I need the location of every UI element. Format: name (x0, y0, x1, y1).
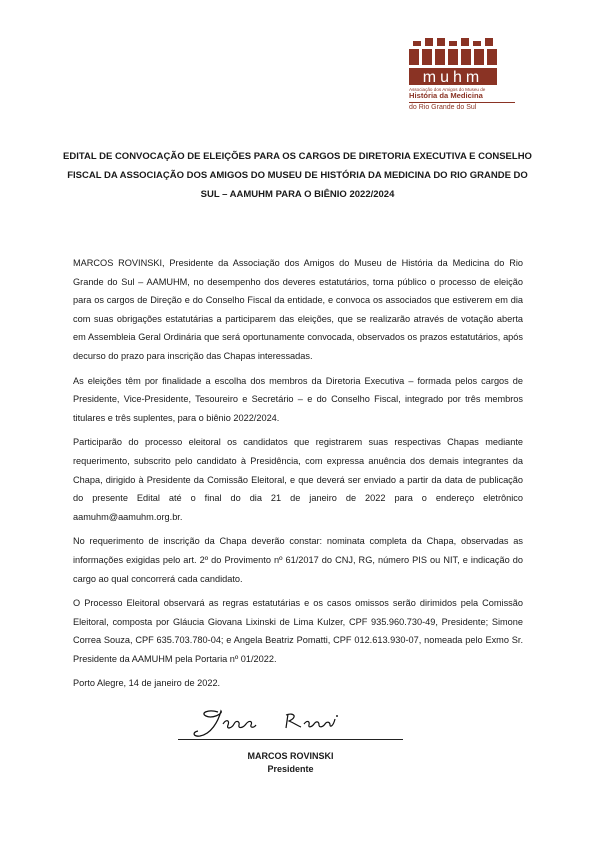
signature-line (178, 739, 403, 740)
document-body (73, 254, 523, 699)
paragraph-commission: O Processo Eleitoral observará as regras estatutárias e os casos omissos serão dirimidos pela Comissão Eleitoral, composta por Gláucia Giovana Lixinski de Lima Kulzer, CPF 935.960.730-49, Presidente; Simone Correa Souza, CPF 635.703.780-04; e Angela Beatriz Pomatti, CPF 012.613.930-07, nomeada pelo Exmo Sr. Presidente da AAMUHM pela Portaria nº 01/2022. (73, 598, 523, 664)
paragraph-registration: Participarão do processo eleitoral os candidatos que registrarem suas respectivas Chapas mediante requerimento, subscrito pelo candidato à Presidência, com expressa anuência dos demais integrantes da Chapa, dirigido à Presidente da Comissão Eleitoral, e que deverá ser enviado a partir da data de publicação do presente Edital até o final do dia 21 de janeiro de 2022 para o endereço eletrônico aamuhm@aamuhm.org.br. (73, 437, 523, 522)
document-title: EDITAL DE CONVOCAÇÃO DE ELEIÇÕES PARA OS CARGOS DE DIRETORIA EXECUTIVA E CONSELHO FISCAL DA ASSOCIAÇÃO DOS AMIGOS DO MUSEU DE HISTÓRIA DA MEDICINA DO RIO GRANDE DO SUL – AAMUHM PARA O BIÊNIO 2022/2024 (63, 151, 532, 200)
logo-line-association: Associação dos Amigos do Museu de (409, 87, 486, 92)
museum-columns-icon (405, 38, 505, 86)
paragraph-requirements: No requerimento de inscrição da Chapa deverão constar: nominata completa da Chapa, observadas as informações exigidas pelo art. 2º do Provimento nº 61/2017 do CNJ, RG, número PIS ou NIT, e indicação do cargo ao qual concorrerá cada candidato. (73, 536, 523, 584)
association-logo (405, 38, 515, 111)
paragraph-purpose: As eleições têm por finalidade a escolha dos membros da Diretoria Executiva – formada pelos cargos de Presidente, Vice-Presidente, Tesoureiro e Secretário – e do Conselho Fiscal, integrado por três membros titulares e três suplentes, para o biênio 2022/2024. (73, 375, 523, 423)
paragraph-intro: MARCOS ROVINSKI, Presidente da Associação dos Amigos do Museu de História da Medicina do Rio Grande do Sul – AAMUHM, no desempenho dos deveres estatutários, torna público o processo de eleição para os cargos de Direção e do Conselho Fiscal da entidade, e convoca os associados que estiverem em dia com suas obrigações estatutárias a participarem das eleições, que se realizarão através de votação aberta em Assembleia Geral Ordinária que será oportunamente convocada, observados os prazos estatutários, após decurso do prazo para inscrição das Chapas interessadas. (73, 258, 523, 361)
logo-line-museum: História da Medicina (409, 91, 483, 100)
logo-line-state: do Rio Grande do Sul (409, 102, 515, 112)
signatory-name: MARCOS ROVINSKI (247, 751, 334, 761)
logo-caption (409, 87, 515, 112)
logo-wordmark: muhm (422, 69, 484, 86)
signatory-role: Presidente (267, 764, 314, 774)
handwritten-signature (178, 704, 403, 744)
date-line: Porto Alegre, 14 de janeiro de 2022. (73, 678, 221, 689)
